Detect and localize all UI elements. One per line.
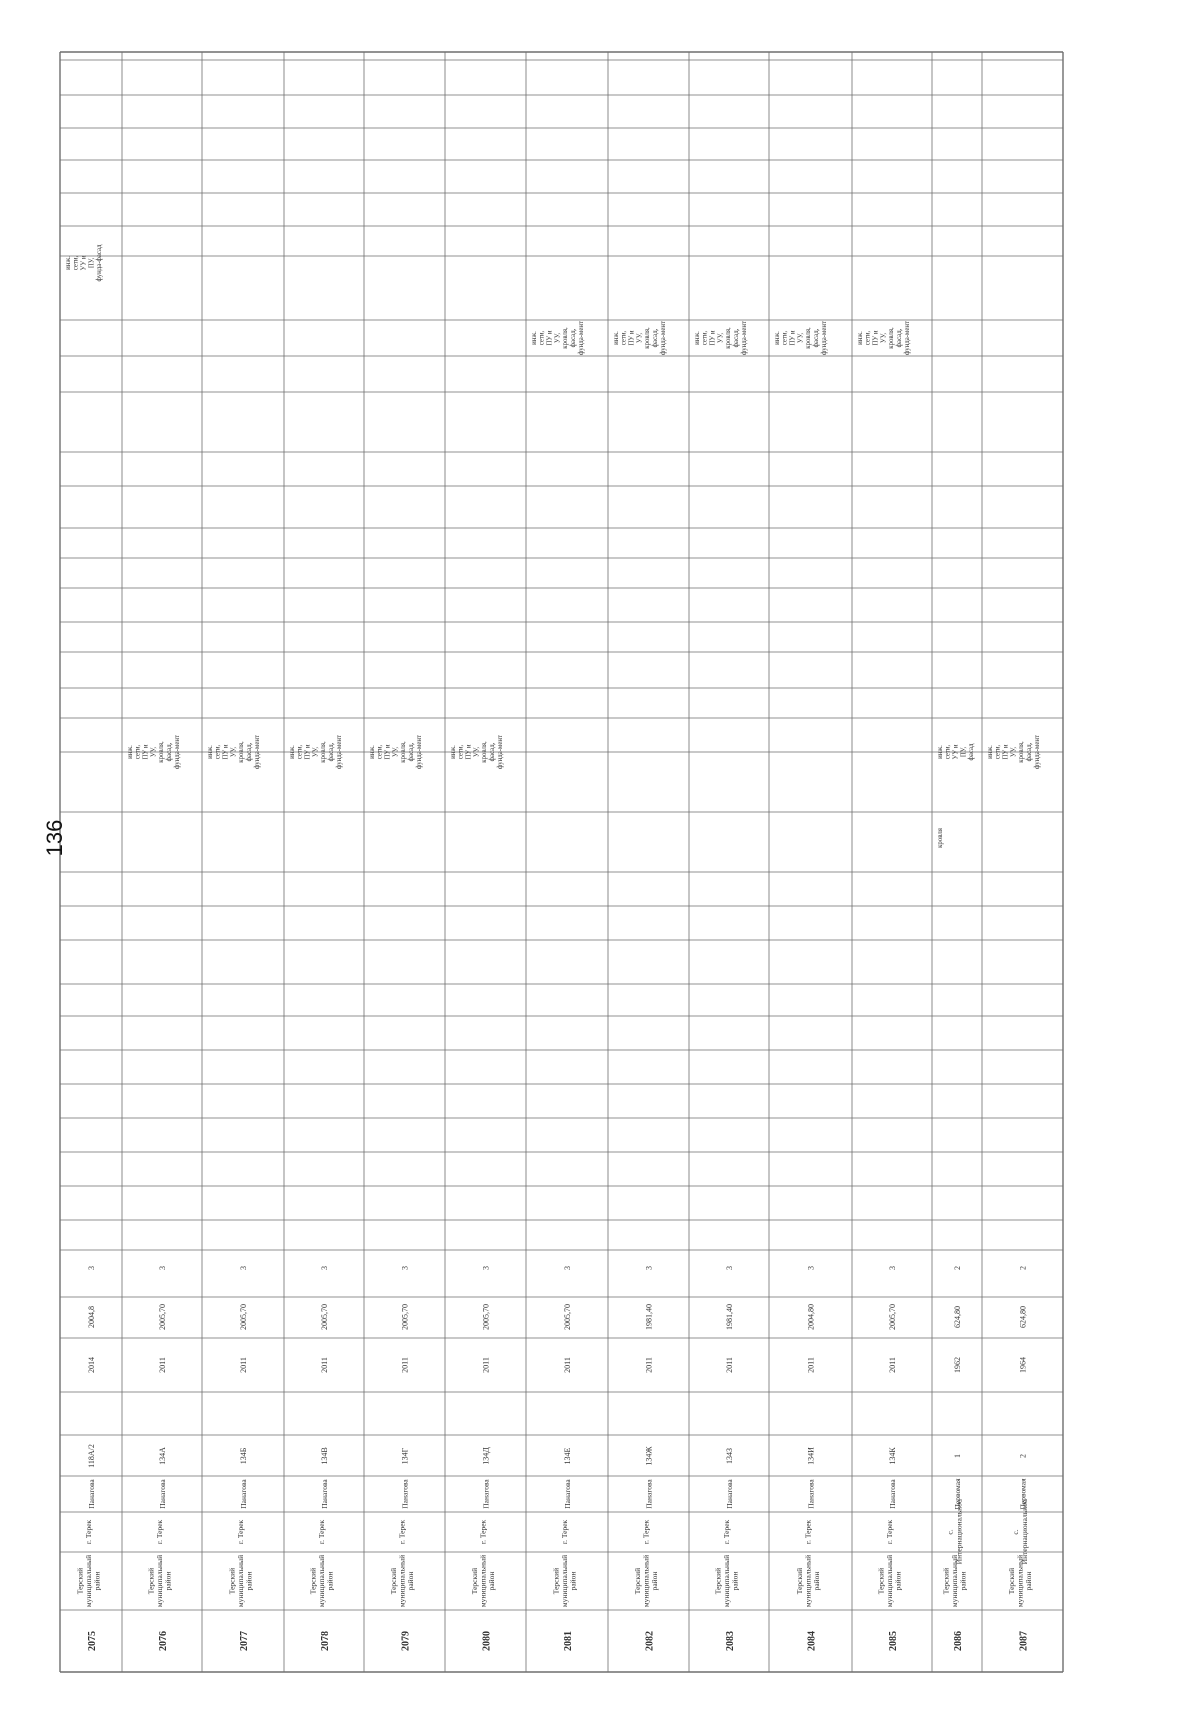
work-type-cell: инж.сети,ПУ иУУ,кровля,фасад,фунда-мент — [986, 735, 1041, 769]
house-number-cell: 134Е — [563, 1447, 572, 1465]
district-cell: Терскиймуниципальныйрайон — [794, 1554, 822, 1608]
floors-cell: 3 — [239, 1266, 248, 1270]
floors-cell: 3 — [806, 1266, 816, 1270]
floors-cell: 3 — [87, 1266, 96, 1270]
work-type-cell: инж.сети,ПУ иУУ,кровля,фасад,фунда-мент — [288, 735, 343, 769]
locality-cell: г. Терек — [803, 1519, 813, 1545]
locality-cell: г. Терек — [317, 1519, 326, 1545]
row-number: 2080 — [481, 1631, 493, 1651]
area-cell: 2005,70 — [400, 1304, 410, 1330]
year-built-cell: 2014 — [87, 1357, 96, 1373]
area-cell: 2005,70 — [563, 1304, 572, 1330]
house-number-cell: 2 — [1018, 1454, 1028, 1458]
locality-cell: с.Интернациональное — [1011, 1499, 1029, 1565]
locality-cell: г. Терек — [155, 1519, 164, 1545]
house-number-cell: 118А/2 — [87, 1444, 96, 1468]
street-cell: Первомая — [953, 1478, 962, 1510]
street-cell: Первомая — [1018, 1478, 1028, 1510]
district-cell: Терскиймуниципальныйрайон — [1006, 1554, 1034, 1608]
area-cell: 1981,40 — [644, 1304, 654, 1330]
locality-cell: г. Терек — [722, 1519, 731, 1545]
floors-cell: 3 — [644, 1266, 654, 1270]
floors-cell: 2 — [953, 1266, 962, 1270]
area-cell: 2005,70 — [320, 1304, 329, 1330]
street-cell: Панагова — [239, 1479, 248, 1509]
district-cell: Терскиймуниципальныйрайон — [388, 1554, 416, 1608]
street-cell: Панагова — [400, 1479, 410, 1509]
district-cell: Терскиймуниципальныйрайон — [713, 1554, 740, 1608]
house-number-cell: 134К — [888, 1447, 897, 1465]
floors-cell: 3 — [481, 1266, 491, 1270]
locality-cell: г. Терек — [560, 1519, 569, 1545]
house-number-cell: 134Д — [481, 1447, 491, 1465]
floors-cell: 2 — [1018, 1266, 1028, 1270]
district-cell: Терскиймуниципальныйрайон — [632, 1554, 660, 1608]
row-number: 2078 — [320, 1631, 331, 1651]
floors-cell: 3 — [725, 1266, 734, 1270]
work-type-cell: инж.сети,ПУ иУУ,кровля,фасад,фунда-мент — [368, 735, 423, 769]
work-type-cell: инж.сети,ПУ иУУ,кровля,фасад,фунда-мент — [206, 735, 261, 769]
year-built-cell: 2011 — [644, 1357, 654, 1373]
area-cell: 2005,70 — [239, 1304, 248, 1330]
year-built-cell: 2011 — [239, 1357, 248, 1373]
year-built-cell: 2011 — [563, 1357, 572, 1373]
year-built-cell: 2011 — [158, 1357, 167, 1373]
floors-cell: 3 — [320, 1266, 329, 1270]
district-cell: Терскиймуниципальныйрайон — [146, 1554, 173, 1608]
district-cell: Терскиймуниципальныйрайон — [469, 1554, 497, 1608]
street-cell: Панагова — [158, 1479, 167, 1509]
locality-cell: г. Терек — [84, 1519, 93, 1545]
house-number-cell: 134В — [320, 1447, 329, 1465]
locality-cell: г. Терек — [478, 1519, 488, 1545]
work-type-cell: инж.сети,ПУ иУУ,кровля,фасад,фунда-мент — [126, 735, 181, 769]
street-cell: Панагова — [87, 1479, 96, 1509]
row-number: 2077 — [239, 1631, 250, 1651]
floors-cell: 3 — [158, 1266, 167, 1270]
district-cell: Терскиймуниципальныйрайон — [308, 1554, 335, 1608]
row-number: 2075 — [87, 1631, 98, 1651]
house-number-cell: 134И — [806, 1447, 816, 1465]
locality-cell: г. Терек — [885, 1519, 894, 1545]
row-number: 2081 — [563, 1631, 574, 1651]
district-cell: Терскиймуниципальныйрайон — [227, 1554, 254, 1608]
year-built-cell: 2011 — [888, 1357, 897, 1373]
street-cell: Панагова — [563, 1479, 572, 1509]
year-built-cell: 1964 — [1018, 1357, 1028, 1373]
work-type-cell: инж.сети,УУ иПУ,фасад — [936, 743, 976, 761]
street-cell: Панагова — [725, 1479, 734, 1509]
year-built-cell: 2011 — [320, 1357, 329, 1373]
district-cell: Терскиймуниципальныйрайон — [876, 1554, 903, 1608]
floors-cell: 3 — [563, 1266, 572, 1270]
floors-cell: 3 — [400, 1266, 410, 1270]
work-type-cell: инж.сети,УУ иПУ,фунда-фасад — [64, 244, 104, 282]
work-type-cell: инж.сети,ПУ иУУ,кровля,фасад,фунда-мент — [612, 321, 667, 355]
area-cell: 2005,70 — [158, 1304, 167, 1330]
street-cell: Панагова — [644, 1479, 654, 1509]
year-built-cell: 2011 — [806, 1357, 816, 1373]
row-number: 2087 — [1018, 1631, 1030, 1651]
house-number-cell: 134Ж — [644, 1446, 654, 1466]
row-number: 2083 — [725, 1631, 736, 1651]
row-number: 2084 — [806, 1631, 818, 1651]
street-cell: Панагова — [320, 1479, 329, 1509]
work-type-cell: инж.сети,ПУ иУУ,кровля,фасад,фунда-мент — [530, 321, 585, 355]
row-number: 2079 — [400, 1631, 412, 1651]
year-built-cell: 2011 — [400, 1357, 410, 1373]
year-built-cell: 2011 — [481, 1357, 491, 1373]
district-cell: Терскиймуниципальныйрайон — [75, 1554, 102, 1608]
area-cell: 2004,80 — [806, 1304, 816, 1330]
floors-cell: 3 — [888, 1266, 897, 1270]
street-cell: Панагова — [481, 1479, 491, 1509]
area-cell: 2004,8 — [87, 1306, 96, 1328]
district-cell: Терскиймуниципальныйрайон — [941, 1554, 968, 1608]
area-cell: 2005,70 — [888, 1304, 897, 1330]
row-number: 2085 — [888, 1631, 899, 1651]
work-type-cell: инж.сети,ПУ иУУ,кровля,фасад,фунда-мент — [449, 735, 504, 769]
work-type-cell: инж.сети,ПУ иУУ,кровля,фасад,фунда-мент — [856, 321, 911, 355]
district-cell: Терскиймуниципальныйрайон — [551, 1554, 578, 1608]
locality-cell: с.Интернациональное — [945, 1499, 964, 1565]
locality-cell: г. Терек — [641, 1519, 651, 1545]
area-cell: 1981,40 — [725, 1304, 734, 1330]
work-type-cell: инж.сети,ПУ иУУ,кровля,фасад,фунда-мент — [773, 321, 828, 355]
page-number: 136 — [42, 819, 67, 857]
street-cell: Панагова — [888, 1479, 897, 1509]
house-number-cell: 134А — [158, 1447, 167, 1465]
locality-cell: г. Терек — [236, 1519, 245, 1545]
street-cell: Панагова — [806, 1479, 816, 1509]
area-cell: 624,80 — [1018, 1306, 1028, 1328]
year-built-cell: 1962 — [953, 1357, 962, 1373]
row-number: 2086 — [953, 1631, 964, 1651]
table-cells — [65, 244, 1041, 1651]
house-number-cell: 134З — [725, 1447, 734, 1465]
locality-cell: г. Терек — [397, 1519, 407, 1545]
row-number: 2076 — [158, 1631, 169, 1651]
table-grid — [60, 52, 1063, 1672]
house-number-cell: 1 — [953, 1454, 962, 1458]
year-built-cell: 2011 — [725, 1357, 734, 1373]
house-number-cell: 134Г — [400, 1447, 410, 1465]
house-number-cell: 134Б — [239, 1447, 248, 1465]
area-cell: 2005,70 — [481, 1304, 491, 1330]
work-type-cell: кровля — [936, 828, 944, 848]
area-cell: 624,80 — [953, 1306, 962, 1328]
work-type-cell: инж.сети,ПУ иУУ,кровля,фасад,фунда-мент — [693, 321, 748, 355]
row-number: 2082 — [644, 1631, 656, 1651]
